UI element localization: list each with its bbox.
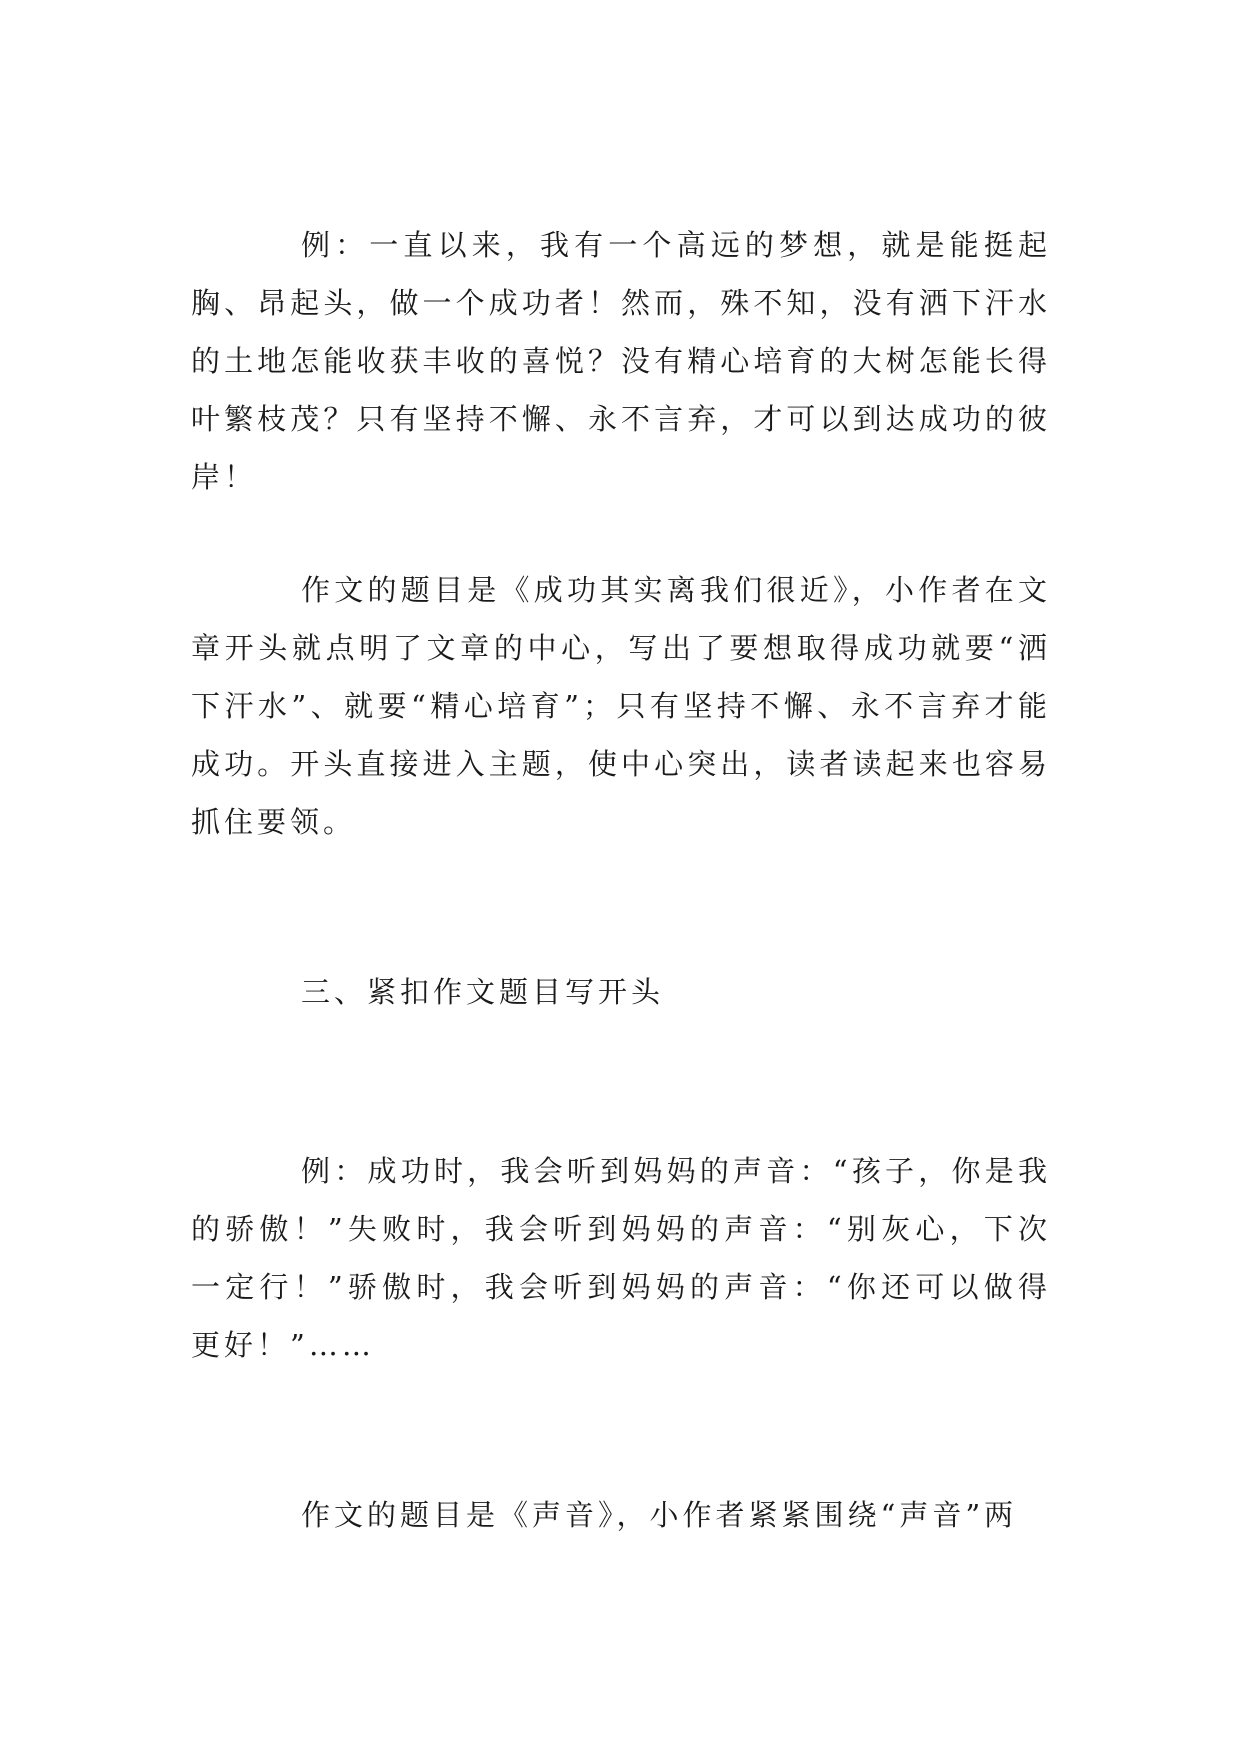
section-heading-3: 三、紧扣作文题目写开头 xyxy=(301,975,665,1009)
analysis-paragraph-1: 作文的题目是《成功其实离我们很近》，小作者在文章开头就点明了文章的中心，写出了要想取得成功就要“洒下汗水”、就要“精心培育”；只有坚持不懈、永不言弃才能成功。开头直接进入主题，使中心突出，读者读起来也容易抓住要领。 xyxy=(191,573,1051,839)
example-paragraph-1: 例：一直以来，我有一个高远的梦想，就是能挺起胸、昂起头，做一个成功者！然而，殊不知，没有洒下汗水的土地怎能收获丰收的喜悦？没有精心培育的大树怎能长得叶繁枝茂？只有坚持不懈、永不言弃，才可以到达成功的彼岸！ xyxy=(191,228,1051,494)
analysis-paragraph-2: 作文的题目是《声音》，小作者紧紧围绕“声音”两 xyxy=(301,1498,1018,1532)
example-paragraph-2: 例：成功时，我会听到妈妈的声音：“孩子，你是我的骄傲！”失败时，我会听到妈妈的声音：“别灰心，下次一定行！”骄傲时，我会听到妈妈的声音：“你还可以做得更好！”…… xyxy=(191,1154,1051,1362)
